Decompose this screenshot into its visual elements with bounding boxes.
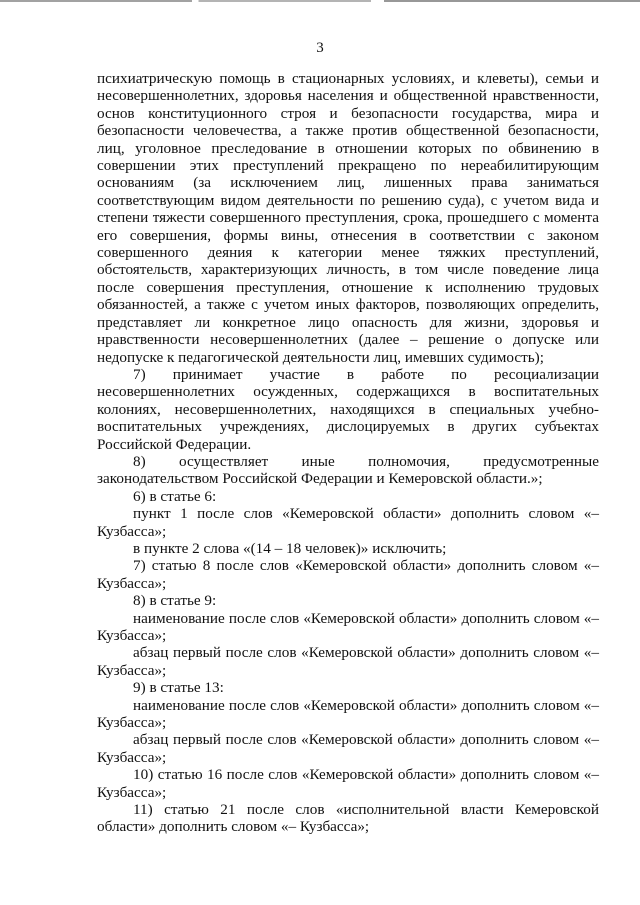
paragraph-item-10-article-16: 10) статью 16 после слов «Кемеровской области» дополнить словом «– Кузбасса»; <box>97 766 599 801</box>
paragraph-article-6-point-2: в пункте 2 слова «(14 – 18 человек)» исключить; <box>133 539 447 557</box>
paragraph-continuation: психиатрическую помощь в стационарных условиях, и клеветы), семьи и несовершеннолетних, здоровья населения и общественной нравственности, основ конституционного строя и безопасности государства, мира и безопасности человечества, а также против общественной безопасности, лиц, уголовное преследование в отношении которых по обвинению в совершении этих преступлений прекращено по нереабилитирующим основаниям (за исключением лиц, лишенных права заниматься соответствующим видом деятельности по решению суда), с учетом вида и степени тяжести совершенного преступления, срока, прошедшего с момента его совершения, формы вины, отнесения в соответствии с законом совершенного деяния к категории менее тяжких преступлений, обстоятельств, характеризующих личность, в том числе поведение лица после совершения преступления, отношение к исполнению трудовых обязанностей, а также с учетом иных факторов, позволяющих определить, представляет ли конкретное лицо опасность для жизни, здоровья и нравственности несовершеннолетних (далее – решение о допуске или недопуске к педагогической деятельности лиц, имевших судимость); <box>97 70 599 366</box>
paragraph-item-11-article-21: 11) статью 21 после слов «исполнительной власти Кемеровской области» дополнить словом «– Кузбасса»; <box>97 801 599 836</box>
paragraph-item-9-article-13: 9) в статье 13: <box>133 679 224 697</box>
paragraph-article-9-title: наименование после слов «Кемеровской области» дополнить словом «– Кузбасса»; <box>97 609 599 644</box>
page-number: 3 <box>316 40 324 56</box>
paragraph-item-8: 8) осуществляет иные полномочия, предусмотренные законодательством Российской Федерации и Кемеровской области.»; <box>97 452 599 488</box>
paragraph-article-13-first-para: абзац первый после слов «Кемеровской области» дополнить словом «– Кузбасса»; <box>97 731 599 766</box>
paragraph-item-7-article-8: 7) статью 8 после слов «Кемеровской области» дополнить словом «– Кузбасса»; <box>97 557 599 592</box>
paragraph-article-6-point-1: пункт 1 после слов «Кемеровской области» дополнить словом «– Кузбасса»; <box>97 505 599 540</box>
paragraph-item-8-article-9: 8) в статье 9: <box>133 592 217 610</box>
paragraph-item-7: 7) принимает участие в работе по ресоциализации несовершеннолетних осужденных, содержащихся в воспитательных колониях, несовершеннолетних, находящихся в специальных учебно-воспитательных учреждениях, дислоцируемых в других субъектах Российской Федерации. <box>97 365 599 453</box>
top-scan-edge <box>0 0 640 2</box>
paragraph-article-13-title: наименование после слов «Кемеровской области» дополнить словом «– Кузбасса»; <box>97 696 599 732</box>
document-body <box>97 70 599 836</box>
paragraph-article-9-first-para: абзац первый после слов «Кемеровской области» дополнить словом «– Кузбасса»; <box>97 644 599 679</box>
paragraph-item-6-article-6: 6) в статье 6: <box>133 487 217 505</box>
